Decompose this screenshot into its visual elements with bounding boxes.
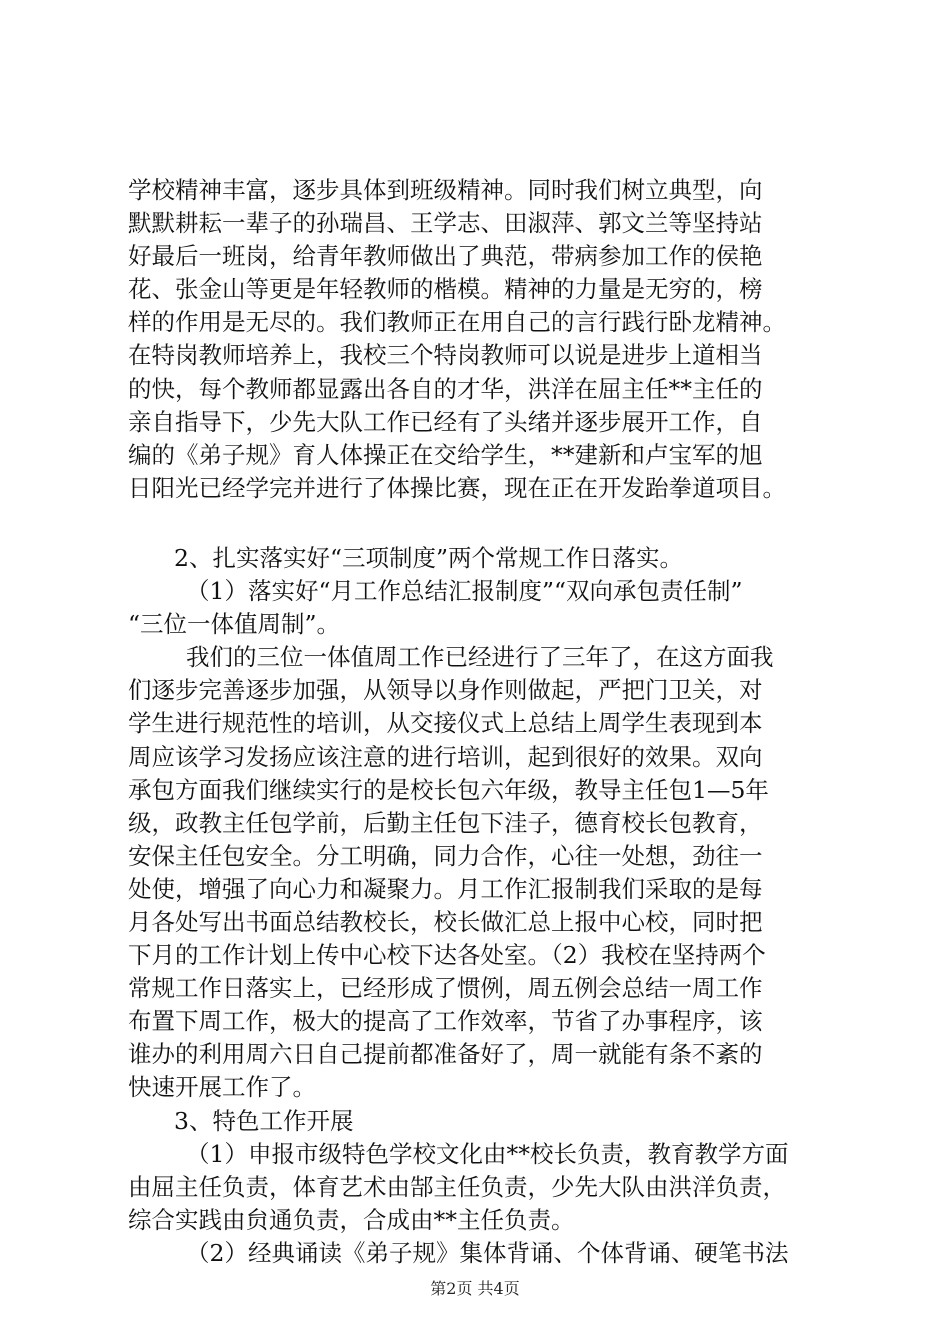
paragraph-duty-system: [128, 641, 838, 1104]
subsection-1: [128, 575, 838, 641]
text-line: 处使，增强了向心力和凝聚力。月工作汇报制我们采取的是每: [128, 874, 763, 903]
text-line: 综合实践由贠通负责，合成由**主任负责。: [128, 1205, 575, 1234]
text-line: 日阳光已经学完并进行了体操比赛，现在正在开发跆拳道项目。: [128, 473, 786, 502]
text-line: 学生进行规范性的培训，从交接仪式上总结上周学生表现到本: [128, 709, 763, 738]
text-line: 在特岗教师培养上，我校三个特岗教师可以说是进步上道相当: [128, 341, 763, 370]
text-line: 谁办的利用周六日自己提前都准备好了，周一就能有条不紊的: [128, 1040, 763, 1069]
text-line: 安保主任包安全。分工明确，同力合作，心往一处想，劲往一: [128, 841, 763, 870]
paragraph-classic-reading: [128, 1237, 838, 1270]
section-heading-3: 3、特色工作开展: [174, 1106, 354, 1135]
paragraph-spacer: [128, 505, 838, 542]
text-line: 我们的三位一体值周工作已经进行了三年了，在这方面我: [186, 643, 774, 672]
page-number-footer: 第2页 共4页: [430, 1279, 520, 1298]
paragraph-school-spirit: [128, 174, 838, 505]
text-line: 下月的工作计划上传中心校下达各处室。（2）我校在坚持两个: [128, 941, 766, 970]
text-line: 学校精神丰富，逐步具体到班级精神。同时我们树立典型，向: [128, 176, 763, 204]
text-line: 周应该学习发扬应该注意的进行培训，起到很好的效果。双向: [128, 742, 763, 771]
text-line: 级，政教主任包学前，后勤主任包下洼子，德育校长包教育，: [128, 808, 763, 837]
paragraph-feature-work: [128, 1138, 838, 1237]
text-line: 亲自指导下，少先大队工作已经有了头绪并逐步展开工作，自: [128, 407, 763, 436]
text-line: 样的作用是无尽的。我们教师正在用自己的言行践行卧龙精神。: [128, 308, 786, 337]
text-line: “三位一体值周制”。: [128, 610, 341, 639]
text-line: 布置下周工作，极大的提高了工作效率，节省了办事程序，该: [128, 1007, 763, 1036]
text-line: 常规工作日落实上，已经形成了惯例，周五例会总结一周工作: [128, 974, 763, 1003]
text-line: 默默耕耘一辈子的孙瑞昌、王学志、田淑萍、郭文兰等坚持站: [128, 209, 763, 238]
text-line: （1）申报市级特色学校文化由**校长负责，教育教学方面: [186, 1139, 789, 1168]
text-line: 承包方面我们继续实行的是校长包六年级，教导主任包1—5年: [128, 775, 769, 804]
text-line: 的快，每个教师都显露出各自的才华，洪洋在屈主任**主任的: [128, 374, 763, 403]
text-line: 由屈主任负责，体育艺术由郜主任负责，少先大队由洪洋负责，: [128, 1172, 786, 1201]
text-line: 快速开展工作了。: [128, 1073, 316, 1102]
document-body: [128, 174, 838, 1270]
text-line: 花、张金山等更是年轻教师的楷模。精神的力量是无穷的，榜: [128, 275, 763, 304]
text-line: （2）经典诵读《弟子规》集体背诵、个体背诵、硬笔书法: [186, 1238, 789, 1267]
text-line: 编的《弟子规》育人体操正在交给学生，**建新和卢宝军的旭: [128, 440, 763, 469]
text-line: （1）落实好“月工作总结汇报制度”“双向承包责任制”: [186, 577, 743, 606]
section-heading-2: 2、扎实落实好“三项制度”两个常规工作日落实。: [174, 543, 683, 572]
text-line: 月各处写出书面总结教校长，校长做汇总上报中心校，同时把: [128, 907, 763, 936]
text-line: 好最后一班岗，给青年教师做出了典范，带病参加工作的侯艳: [128, 242, 763, 271]
text-line: 们逐步完善逐步加强，从领导以身作则做起，严把门卫关，对: [128, 676, 763, 705]
